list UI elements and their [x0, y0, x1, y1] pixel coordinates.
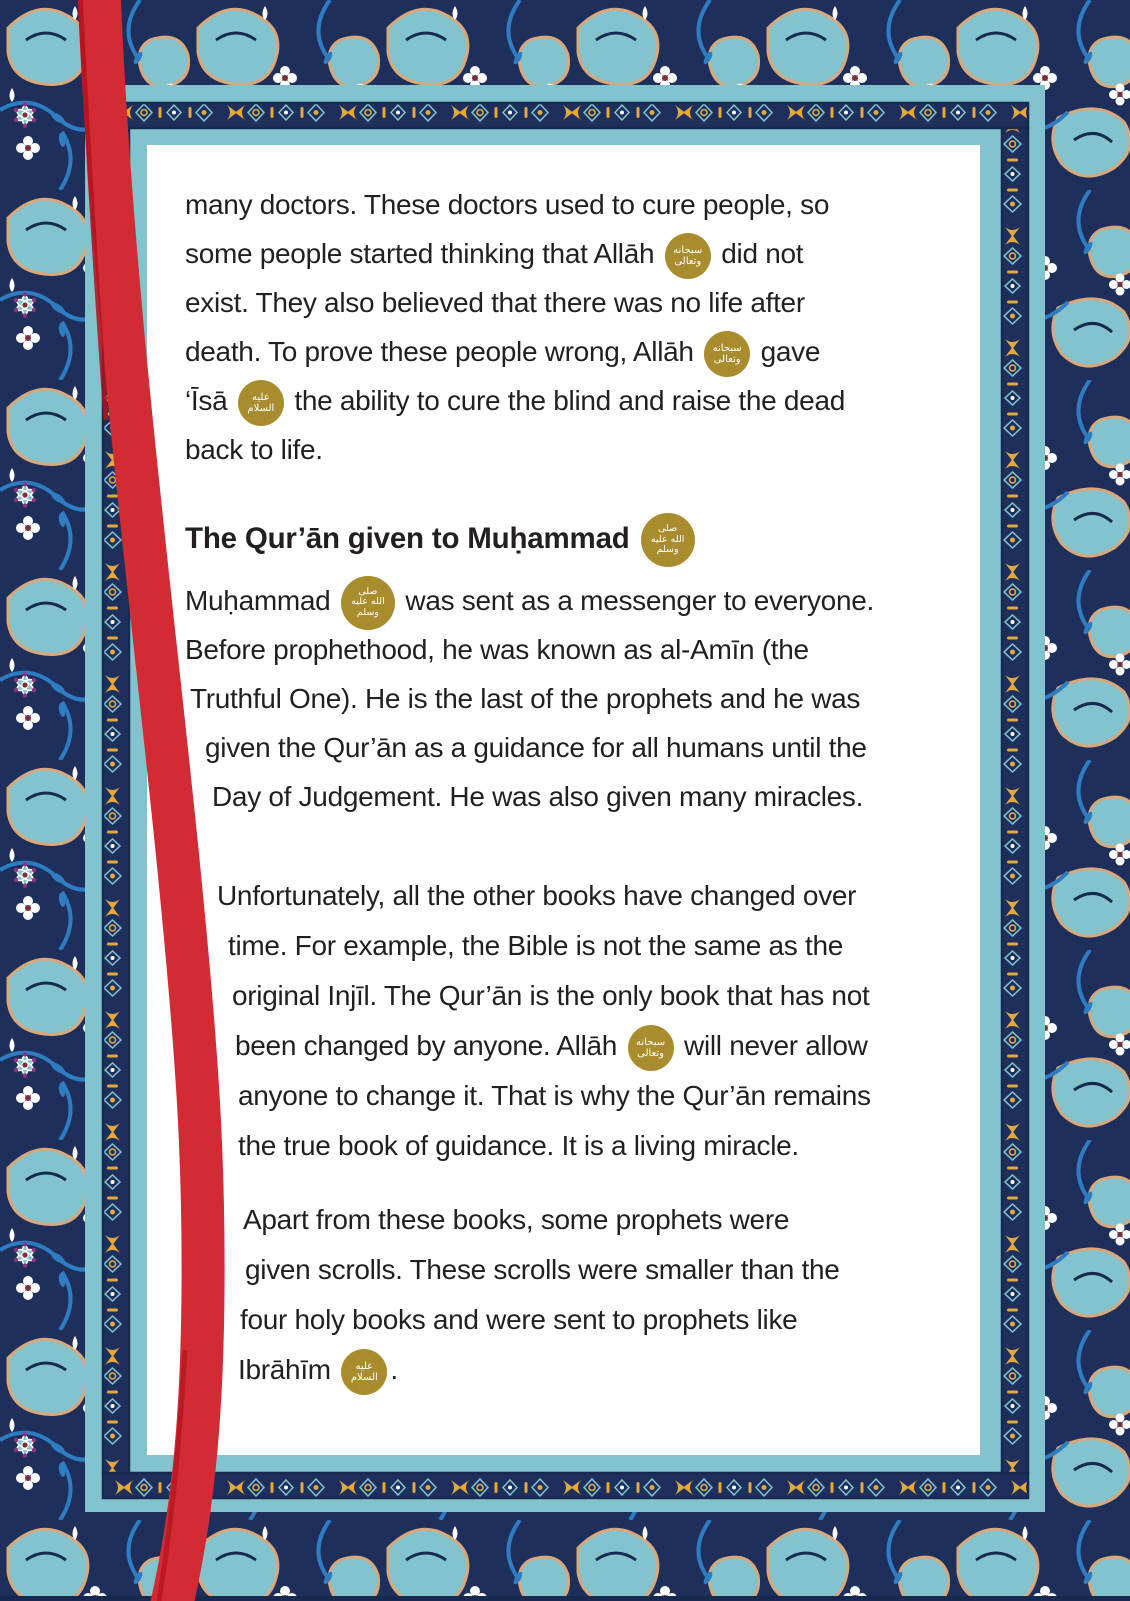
- text-run: will never allow: [676, 1030, 868, 1061]
- paragraph-line: [185, 871, 985, 921]
- text-run: anyone to change it. That is why the Qur’ān remains: [238, 1080, 871, 1111]
- badge-arabic-line: الله عليه: [351, 596, 385, 608]
- text-run: Apart from these books, some prophets were: [243, 1204, 790, 1235]
- text-run: exist. They also believed that there was no life after: [185, 287, 805, 318]
- badge-arabic-line: سبحانه: [636, 1036, 666, 1048]
- paragraph-line: [185, 723, 985, 772]
- text-run: Day of Judgement. He was also given many miracles.: [212, 781, 864, 812]
- text-run: the ability to cure the blind and raise the dead: [286, 385, 845, 416]
- text-run: time. For example, the Bible is not the same as the: [228, 930, 844, 961]
- paragraph-line: [185, 229, 985, 278]
- badge-arabic-line: عليه: [355, 1360, 374, 1372]
- paragraph-line: [185, 576, 985, 625]
- badge-arabic-line: الله عليه: [650, 533, 685, 545]
- text-run: the true book of guidance. It is a living miracle.: [238, 1130, 799, 1161]
- badge-arabic-line: السلام: [350, 1371, 378, 1383]
- paragraph-line: [185, 625, 985, 674]
- paragraph-line: [185, 278, 985, 327]
- text-run: back to life.: [185, 434, 323, 465]
- paragraph: [185, 871, 985, 1171]
- text-run: ‘Īsā: [185, 385, 235, 416]
- paragraph-line: [185, 921, 985, 971]
- paragraph-line: [185, 1071, 985, 1121]
- text-run: Truthful One). He is the last of the prophets and he was: [190, 683, 861, 714]
- paragraph-line: [185, 971, 985, 1021]
- badge-arabic-line: صلى: [658, 523, 678, 535]
- subhanahu-wa-taala-badge: [704, 331, 750, 377]
- text-run: four holy books and were sent to prophets like: [240, 1304, 798, 1335]
- paragraph-line: [185, 376, 985, 425]
- text-run: been changed by anyone. Allāh: [235, 1030, 625, 1061]
- paragraph-line: [185, 1121, 985, 1171]
- paragraph-line: [185, 1345, 985, 1395]
- badge-arabic-line: وسلم: [356, 606, 379, 618]
- heading: [185, 512, 985, 566]
- text-run: Muḥammad: [185, 585, 338, 616]
- paragraph: [185, 180, 985, 474]
- text-run: given scrolls. These scrolls were smaller than the: [245, 1254, 840, 1285]
- text-run: death. To prove these people wrong, Allāh: [185, 336, 702, 367]
- text-run: given the Qur’ān as a guidance for all humans until the: [205, 732, 867, 763]
- badge-arabic-line: وتعالى: [637, 1047, 664, 1059]
- badge-arabic-line: السلام: [247, 402, 275, 414]
- subhanahu-wa-taala-badge: [665, 233, 711, 279]
- text-run: original Injīl. The Qur’ān is the only book that has not: [232, 980, 870, 1011]
- badge-arabic-line: سبحانه: [673, 244, 703, 256]
- badge-arabic-line: صلى: [358, 585, 378, 597]
- heading-line: [185, 512, 985, 566]
- paragraph-line: [185, 1195, 985, 1245]
- sallallahu-alayhi-wa-sallam-badge: [341, 576, 395, 630]
- text-run: Ibrāhīm: [238, 1354, 339, 1385]
- paragraph-line: [185, 1245, 985, 1295]
- badge-arabic-line: وسلم: [656, 544, 679, 556]
- badge-arabic-line: وتعالى: [713, 353, 741, 365]
- badge-arabic-line: سبحانه: [712, 342, 742, 354]
- badge-arabic-line: وتعالى: [674, 255, 702, 267]
- text-run: some people started thinking that Allāh: [185, 238, 662, 269]
- paragraph-line: [185, 674, 985, 723]
- text-run: many doctors. These doctors used to cure people, so: [185, 189, 830, 220]
- text-run: .: [390, 1354, 398, 1385]
- text-run: Unfortunately, all the other books have changed over: [217, 880, 857, 911]
- text-run: gave: [753, 336, 821, 367]
- paragraph: [185, 1195, 985, 1395]
- alayhis-salam-badge: [238, 380, 284, 426]
- text-run: The Qur’ān given to Muḥammad: [185, 522, 638, 555]
- paragraph-line: [185, 1021, 985, 1071]
- paragraph-line: [185, 180, 985, 229]
- paragraph-line: [185, 425, 985, 474]
- text-run: was sent as a messenger to everyone.: [397, 585, 874, 616]
- subhanahu-wa-taala-badge: [628, 1025, 674, 1071]
- badge-arabic-line: عليه: [252, 391, 270, 403]
- text-run: Before prophethood, he was known as al-Amīn (the: [185, 634, 809, 665]
- paragraph: [185, 576, 985, 821]
- paragraph-line: [185, 1295, 985, 1345]
- page-text: [185, 180, 985, 1420]
- sallallahu-alayhi-wa-sallam-badge: [641, 513, 695, 567]
- paragraph-line: [185, 772, 985, 821]
- alayhis-salam-badge: [341, 1349, 387, 1395]
- text-run: did not: [713, 238, 804, 269]
- paragraph-line: [185, 327, 985, 376]
